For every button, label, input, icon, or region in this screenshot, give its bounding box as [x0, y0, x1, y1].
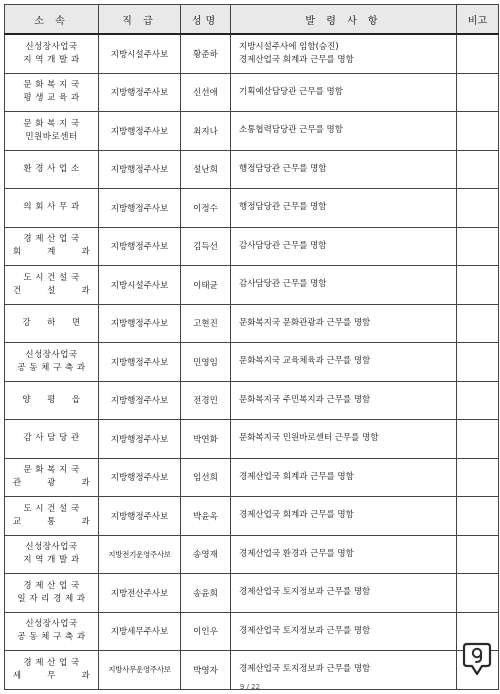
dept-line: 문 화 복 지 국: [23, 80, 80, 91]
order-line: 경제산업국 회계과 근무를 명함: [239, 54, 354, 65]
grade-cell: 지방행정주사보: [99, 150, 181, 189]
order-line: 경제산업국 회계과 근무를 명함: [239, 510, 354, 521]
dept-line: 경 제 산 업 국: [23, 657, 80, 668]
dept-cell: [5, 574, 99, 613]
note-cell: [457, 112, 499, 151]
dept-line: 평 생 교 육 과: [23, 93, 80, 104]
dept-line: 강 하 면: [22, 317, 81, 328]
note-cell: [457, 497, 499, 536]
dept-line: 신성장사업국: [25, 542, 78, 553]
note-cell: [457, 227, 499, 266]
note-cell: [457, 458, 499, 497]
dept-line: 지 역 개 발 과: [23, 555, 80, 566]
dept-line: 도 시 건 설 국: [23, 272, 80, 283]
name-cell: 고현진: [181, 304, 231, 343]
table-body: [5, 34, 499, 689]
header-dept: 소 속: [5, 5, 99, 35]
name-cell: 이정수: [181, 189, 231, 228]
header-grade: 직 급: [99, 5, 181, 35]
order-line: 경제산업국 토지정보과 근무를 명함: [239, 587, 371, 598]
dept-cell: [5, 497, 99, 536]
grade-cell: 지방세무주사보: [99, 612, 181, 651]
order-line: 기획예산담당관 근무를 명함: [239, 86, 343, 97]
table-row: [5, 227, 499, 266]
order-cell: [231, 112, 457, 151]
grade-cell: 지방행정주사보: [99, 227, 181, 266]
note-cell: [457, 73, 499, 112]
grade-cell: 지방행정주사보: [99, 343, 181, 382]
note-cell: [457, 304, 499, 343]
order-line: 경제산업국 회계과 근무를 명함: [239, 471, 354, 482]
name-cell: 김득선: [181, 227, 231, 266]
table-row: [5, 34, 499, 73]
dept-cell: [5, 227, 99, 266]
order-line: 감사담당관 근무를 명함: [239, 279, 327, 290]
order-cell: [231, 612, 457, 651]
dept-line: 신성장사업국: [25, 41, 78, 52]
dept-line: 민원바로센터: [25, 131, 78, 142]
grade-cell: 지방행정주사보: [99, 381, 181, 420]
personnel-table: [4, 4, 499, 690]
grade-cell: 지방행정주사보: [99, 73, 181, 112]
table-row: [5, 150, 499, 189]
order-cell: [231, 189, 457, 228]
dept-cell: [5, 535, 99, 574]
note-cell: [457, 381, 499, 420]
name-cell: 전경민: [181, 381, 231, 420]
name-cell: 송영재: [181, 535, 231, 574]
table-header-row: [5, 5, 499, 35]
order-line: 감사담당관 근무를 명함: [239, 240, 327, 251]
name-cell: 박영자: [181, 651, 231, 690]
order-line: 행정담당관 근무를 명함: [239, 202, 327, 213]
dept-line: 양 평 읍: [22, 394, 81, 405]
order-cell: [231, 343, 457, 382]
order-cell: [231, 497, 457, 536]
name-cell: 민영임: [181, 343, 231, 382]
dept-line: 감 사 담 당 관: [23, 433, 80, 444]
order-cell: [231, 34, 457, 73]
grade-cell: 지방행정주사보: [99, 304, 181, 343]
order-cell: [231, 304, 457, 343]
dept-line: 의 회 사 무 과: [23, 202, 80, 213]
table-row: [5, 381, 499, 420]
grade-cell: 지방행정주사보: [99, 420, 181, 459]
grade-cell: 지방행정주사보: [99, 189, 181, 228]
name-cell: 최지나: [181, 112, 231, 151]
dept-cell: [5, 112, 99, 151]
order-line: 경제산업국 토지정보과 근무를 명함: [239, 664, 371, 675]
order-cell: [231, 574, 457, 613]
order-line: 경제산업국 토지정보과 근무를 명함: [239, 625, 371, 636]
dept-line: 환 경 사 업 소: [23, 163, 80, 174]
dept-cell: [5, 304, 99, 343]
dept-cell: [5, 381, 99, 420]
name-cell: 신선애: [181, 73, 231, 112]
name-cell: 이태균: [181, 266, 231, 305]
note-cell: [457, 574, 499, 613]
order-line: 지방시설주사에 임함(승진): [239, 41, 339, 52]
grade-cell: 지방시설주사보: [99, 34, 181, 73]
grade-cell: 지방행정주사보: [99, 458, 181, 497]
dept-cell: [5, 343, 99, 382]
order-line: 경제산업국 환경과 근무를 명함: [239, 548, 354, 559]
table-row: [5, 458, 499, 497]
dept-cell: [5, 34, 99, 73]
header-note: 비고: [457, 5, 499, 35]
order-cell: [231, 227, 457, 266]
dept-cell: [5, 150, 99, 189]
dept-line: 관 광 과: [12, 478, 91, 489]
dept-cell: [5, 612, 99, 651]
dept-cell: [5, 189, 99, 228]
name-cell: 황준하: [181, 34, 231, 73]
name-cell: 임선희: [181, 458, 231, 497]
table-row: [5, 304, 499, 343]
table-row: [5, 112, 499, 151]
grade-cell: 지방사무운영주사보: [99, 651, 181, 690]
note-cell: [457, 420, 499, 459]
dept-line: 문 화 복 지 국: [23, 465, 80, 476]
note-cell: [457, 34, 499, 73]
grade-cell: 지방전산주사보: [99, 574, 181, 613]
note-cell: [457, 266, 499, 305]
dept-line: 세 무 과: [12, 670, 91, 681]
dept-line: 건 설 과: [12, 285, 91, 296]
speech-bubble-logo-icon: [462, 641, 492, 677]
note-cell: [457, 343, 499, 382]
table-row: [5, 497, 499, 536]
order-cell: [231, 266, 457, 305]
order-cell: [231, 420, 457, 459]
grade-cell: 지방행정주사보: [99, 497, 181, 536]
dept-line: 경 제 산 업 국: [23, 580, 80, 591]
order-line: 행정담당관 근무를 명함: [239, 163, 327, 174]
dept-line: 신성장사업국: [25, 349, 78, 360]
dept-cell: [5, 420, 99, 459]
order-line: 소통협력담당관 근무를 명함: [239, 125, 343, 136]
dept-line: 신성장사업국: [25, 619, 78, 630]
table-row: [5, 574, 499, 613]
table-row: [5, 343, 499, 382]
dept-line: 교 통 과: [12, 516, 91, 527]
table-row: [5, 420, 499, 459]
header-order: 발 령 사 항: [231, 5, 457, 35]
order-cell: [231, 150, 457, 189]
grade-cell: 지방행정주사보: [99, 112, 181, 151]
table-row: [5, 189, 499, 228]
order-cell: [231, 535, 457, 574]
grade-cell: 지방전기운영주사보: [99, 535, 181, 574]
order-cell: [231, 381, 457, 420]
dept-line: 회 계 과: [12, 247, 91, 258]
order-cell: [231, 73, 457, 112]
dept-line: 공 동 체 구 축 과: [17, 362, 86, 373]
table-row: [5, 73, 499, 112]
note-cell: [457, 150, 499, 189]
dept-line: 일 자 리 경 제 과: [17, 593, 86, 604]
dept-cell: [5, 266, 99, 305]
order-line: 문화복지국 민원바로센터 근무를 명함: [239, 433, 379, 444]
table-row: [5, 612, 499, 651]
order-line: 문화복지국 주민복지과 근무를 명함: [239, 394, 371, 405]
name-cell: 송윤희: [181, 574, 231, 613]
order-line: 문화복지국 문화관광과 근무를 명함: [239, 317, 371, 328]
note-cell: [457, 189, 499, 228]
name-cell: 박연화: [181, 420, 231, 459]
dept-cell: [5, 73, 99, 112]
order-line: 문화복지국 교육체육과 근무를 명함: [239, 356, 371, 367]
dept-line: 경 제 산 업 국: [23, 234, 80, 245]
name-cell: 이인우: [181, 612, 231, 651]
dept-line: 도 시 건 설 국: [23, 503, 80, 514]
table-row: [5, 266, 499, 305]
page-number: 9 / 22: [239, 683, 261, 691]
dept-cell: [5, 458, 99, 497]
name-cell: 박윤옥: [181, 497, 231, 536]
name-cell: 설난희: [181, 150, 231, 189]
note-cell: [457, 535, 499, 574]
dept-line: 공 동 체 구 축 과: [17, 632, 86, 643]
dept-line: 지 역 개 발 과: [23, 54, 80, 65]
document-sheet: [4, 4, 498, 690]
grade-cell: 지방시설주사보: [99, 266, 181, 305]
dept-line: 문 화 복 지 국: [23, 118, 80, 129]
table-row: [5, 535, 499, 574]
header-name: 성명: [181, 5, 231, 35]
order-cell: [231, 458, 457, 497]
